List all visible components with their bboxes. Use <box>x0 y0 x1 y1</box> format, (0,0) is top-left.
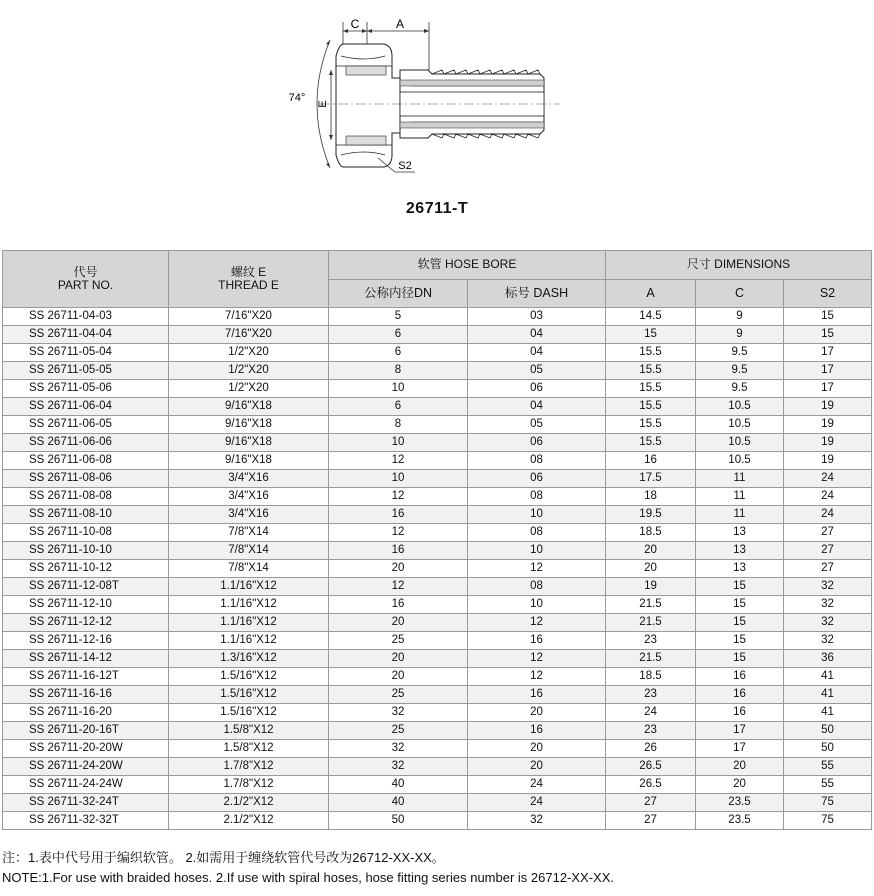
cell-part: SS 26711-05-06 <box>3 380 169 398</box>
table-body <box>3 308 872 830</box>
table-row <box>3 326 872 344</box>
cell-a: 23 <box>606 632 696 650</box>
note-en: NOTE:1.For use with braided hoses. 2.If use with spiral hoses, hose fitting series number is 26712-XX-XX. <box>2 870 615 885</box>
cell-dash: 05 <box>468 416 606 434</box>
cell-part: SS 26711-16-16 <box>3 686 169 704</box>
table-row <box>3 470 872 488</box>
cell-s2: 27 <box>784 560 872 578</box>
cell-a: 18.5 <box>606 524 696 542</box>
cell-s2: 27 <box>784 542 872 560</box>
cell-a: 15.5 <box>606 362 696 380</box>
header-dash: 标号 DASH <box>468 280 606 308</box>
cell-dn: 12 <box>329 488 468 506</box>
cell-thread: 1.1/16"X12 <box>169 614 329 632</box>
header-thread <box>169 251 329 308</box>
cell-dash: 04 <box>468 398 606 416</box>
cell-part: SS 26711-08-10 <box>3 506 169 524</box>
cell-thread: 1.1/16"X12 <box>169 596 329 614</box>
cell-dash: 16 <box>468 722 606 740</box>
cell-a: 27 <box>606 812 696 830</box>
cell-part: SS 26711-05-04 <box>3 344 169 362</box>
cell-dash: 10 <box>468 596 606 614</box>
cell-a: 16 <box>606 452 696 470</box>
cell-dash: 06 <box>468 380 606 398</box>
cell-c: 9.5 <box>696 362 784 380</box>
cell-a: 17.5 <box>606 470 696 488</box>
fitting-technical-drawing <box>0 0 874 190</box>
cell-thread: 1.5/8"X12 <box>169 740 329 758</box>
cell-part: SS 26711-04-03 <box>3 308 169 326</box>
cell-thread: 1/2"X20 <box>169 380 329 398</box>
cell-dash: 05 <box>468 362 606 380</box>
cell-dn: 16 <box>329 542 468 560</box>
cell-thread: 9/16"X18 <box>169 398 329 416</box>
cell-part: SS 26711-06-08 <box>3 452 169 470</box>
cell-s2: 50 <box>784 740 872 758</box>
cell-dash: 12 <box>468 650 606 668</box>
cell-s2: 75 <box>784 794 872 812</box>
cell-dash: 24 <box>468 794 606 812</box>
cell-dash: 08 <box>468 524 606 542</box>
cell-dash: 16 <box>468 632 606 650</box>
cell-a: 21.5 <box>606 614 696 632</box>
cell-thread: 1.1/16"X12 <box>169 578 329 596</box>
cell-thread: 9/16"X18 <box>169 434 329 452</box>
cell-thread: 7/8"X14 <box>169 560 329 578</box>
cell-dn: 25 <box>329 686 468 704</box>
cell-thread: 7/8"X14 <box>169 524 329 542</box>
header-a: A <box>606 280 696 308</box>
cell-c: 9.5 <box>696 380 784 398</box>
cell-dn: 32 <box>329 758 468 776</box>
cell-s2: 41 <box>784 686 872 704</box>
table-row <box>3 542 872 560</box>
table-row <box>3 362 872 380</box>
cell-thread: 1.1/16"X12 <box>169 632 329 650</box>
cell-c: 23.5 <box>696 794 784 812</box>
cell-thread: 1.5/16"X12 <box>169 704 329 722</box>
cell-c: 15 <box>696 650 784 668</box>
cell-thread: 1.7/8"X12 <box>169 758 329 776</box>
cell-dash: 08 <box>468 488 606 506</box>
cell-thread: 9/16"X18 <box>169 452 329 470</box>
cell-dn: 12 <box>329 524 468 542</box>
cell-dash: 06 <box>468 470 606 488</box>
cell-c: 11 <box>696 470 784 488</box>
cell-a: 15.5 <box>606 416 696 434</box>
cell-part: SS 26711-08-08 <box>3 488 169 506</box>
cell-dn: 10 <box>329 380 468 398</box>
cell-c: 10.5 <box>696 452 784 470</box>
cell-part: SS 26711-16-12T <box>3 668 169 686</box>
cell-s2: 24 <box>784 470 872 488</box>
cell-dash: 16 <box>468 686 606 704</box>
cell-s2: 19 <box>784 434 872 452</box>
cell-part: SS 26711-10-08 <box>3 524 169 542</box>
cell-dash: 08 <box>468 452 606 470</box>
cell-dash: 20 <box>468 758 606 776</box>
header-part-no <box>3 251 169 308</box>
angle-label: 74° <box>288 92 306 104</box>
dim-a-label: A <box>395 17 405 31</box>
cell-a: 19.5 <box>606 506 696 524</box>
cell-dn: 5 <box>329 308 468 326</box>
cell-dash: 20 <box>468 740 606 758</box>
cell-dn: 16 <box>329 596 468 614</box>
cell-s2: 32 <box>784 596 872 614</box>
cell-dn: 50 <box>329 812 468 830</box>
cell-a: 18.5 <box>606 668 696 686</box>
cell-s2: 55 <box>784 758 872 776</box>
cell-a: 20 <box>606 560 696 578</box>
cell-part: SS 26711-32-24T <box>3 794 169 812</box>
cell-dn: 10 <box>329 434 468 452</box>
cell-dn: 16 <box>329 506 468 524</box>
table-row <box>3 578 872 596</box>
note-cn: 注：1.表中代号用于编织软管。 2.如需用于缠绕软管代号改为26712-XX-XX。 <box>2 850 445 865</box>
table-row <box>3 524 872 542</box>
table-row <box>3 614 872 632</box>
dim-e-label: E <box>317 100 329 108</box>
cell-s2: 15 <box>784 326 872 344</box>
cell-thread: 3/4"X16 <box>169 506 329 524</box>
cell-part: SS 26711-06-04 <box>3 398 169 416</box>
table-row <box>3 416 872 434</box>
notes <box>2 848 872 888</box>
cell-dn: 8 <box>329 362 468 380</box>
cell-dn: 25 <box>329 722 468 740</box>
cell-part: SS 26711-12-08T <box>3 578 169 596</box>
table-row <box>3 506 872 524</box>
cell-a: 26.5 <box>606 776 696 794</box>
cell-a: 26 <box>606 740 696 758</box>
cell-dn: 10 <box>329 470 468 488</box>
cell-c: 13 <box>696 542 784 560</box>
cell-c: 10.5 <box>696 434 784 452</box>
cell-thread: 1/2"X20 <box>169 362 329 380</box>
header-dimensions: 尺寸 DIMENSIONS <box>606 251 872 280</box>
cell-s2: 24 <box>784 488 872 506</box>
cell-dash: 12 <box>468 560 606 578</box>
cell-c: 16 <box>696 668 784 686</box>
cell-a: 26.5 <box>606 758 696 776</box>
cell-s2: 19 <box>784 398 872 416</box>
cell-s2: 32 <box>784 632 872 650</box>
cell-a: 15.5 <box>606 380 696 398</box>
cell-a: 15.5 <box>606 434 696 452</box>
cell-c: 15 <box>696 632 784 650</box>
table-row <box>3 740 872 758</box>
cell-a: 19 <box>606 578 696 596</box>
cell-dn: 20 <box>329 668 468 686</box>
table-row <box>3 632 872 650</box>
cell-thread: 3/4"X16 <box>169 470 329 488</box>
drawing-title: 26711-T <box>405 200 469 217</box>
cell-dn: 6 <box>329 398 468 416</box>
cell-part: SS 26711-06-06 <box>3 434 169 452</box>
cell-c: 11 <box>696 506 784 524</box>
cell-part: SS 26711-10-12 <box>3 560 169 578</box>
table-row <box>3 668 872 686</box>
cell-a: 23 <box>606 686 696 704</box>
cell-a: 15 <box>606 326 696 344</box>
cell-dash: 04 <box>468 344 606 362</box>
cell-s2: 36 <box>784 650 872 668</box>
cell-a: 21.5 <box>606 650 696 668</box>
table-row <box>3 758 872 776</box>
cell-dn: 12 <box>329 452 468 470</box>
cell-s2: 17 <box>784 380 872 398</box>
cell-part: SS 26711-12-12 <box>3 614 169 632</box>
table-row <box>3 794 872 812</box>
cell-s2: 55 <box>784 776 872 794</box>
cell-s2: 19 <box>784 452 872 470</box>
cell-c: 9.5 <box>696 344 784 362</box>
cell-dash: 12 <box>468 668 606 686</box>
cell-dash: 06 <box>468 434 606 452</box>
cell-a: 18 <box>606 488 696 506</box>
cell-dash: 24 <box>468 776 606 794</box>
cell-c: 9 <box>696 308 784 326</box>
dim-c-label: C <box>350 17 360 31</box>
dim-s2-label: S2 <box>398 160 412 172</box>
cell-thread: 1/2"X20 <box>169 344 329 362</box>
cell-dn: 32 <box>329 740 468 758</box>
cell-c: 17 <box>696 740 784 758</box>
cell-thread: 7/8"X14 <box>169 542 329 560</box>
cell-s2: 75 <box>784 812 872 830</box>
cell-thread: 1.5/8"X12 <box>169 722 329 740</box>
cell-dash: 04 <box>468 326 606 344</box>
cell-a: 15.5 <box>606 398 696 416</box>
cell-dn: 32 <box>329 704 468 722</box>
cell-a: 23 <box>606 722 696 740</box>
cell-s2: 32 <box>784 614 872 632</box>
header-s2: S2 <box>784 280 872 308</box>
table-row <box>3 488 872 506</box>
table-row <box>3 308 872 326</box>
table-row <box>3 650 872 668</box>
cell-part: SS 26711-24-20W <box>3 758 169 776</box>
cell-dn: 25 <box>329 632 468 650</box>
header-dn: 公称内径DN <box>329 280 468 308</box>
cell-thread: 1.7/8"X12 <box>169 776 329 794</box>
cell-c: 15 <box>696 596 784 614</box>
cell-c: 11 <box>696 488 784 506</box>
cell-dn: 20 <box>329 650 468 668</box>
cell-part: SS 26711-16-20 <box>3 704 169 722</box>
header-part-cn: 代号 <box>73 264 98 279</box>
cell-c: 15 <box>696 614 784 632</box>
cell-part: SS 26711-14-12 <box>3 650 169 668</box>
cell-c: 13 <box>696 524 784 542</box>
cell-dash: 03 <box>468 308 606 326</box>
cell-dn: 6 <box>329 344 468 362</box>
cell-part: SS 26711-04-04 <box>3 326 169 344</box>
cell-c: 17 <box>696 722 784 740</box>
cell-thread: 1.5/16"X12 <box>169 686 329 704</box>
cell-c: 10.5 <box>696 416 784 434</box>
header-thread-en: THREAD E <box>218 278 279 292</box>
cell-s2: 15 <box>784 308 872 326</box>
cell-dash: 12 <box>468 614 606 632</box>
cell-s2: 27 <box>784 524 872 542</box>
table-row <box>3 776 872 794</box>
cell-dash: 20 <box>468 704 606 722</box>
cell-dash: 10 <box>468 506 606 524</box>
cell-thread: 7/16"X20 <box>169 308 329 326</box>
cell-c: 10.5 <box>696 398 784 416</box>
cell-c: 16 <box>696 704 784 722</box>
cell-dash: 10 <box>468 542 606 560</box>
cell-part: SS 26711-20-16T <box>3 722 169 740</box>
cell-a: 24 <box>606 704 696 722</box>
cell-a: 27 <box>606 794 696 812</box>
cell-part: SS 26711-12-10 <box>3 596 169 614</box>
cell-dn: 40 <box>329 776 468 794</box>
cell-thread: 3/4"X16 <box>169 488 329 506</box>
header-c: C <box>696 280 784 308</box>
header-thread-cn: 螺纹 E <box>230 264 267 279</box>
cell-s2: 19 <box>784 416 872 434</box>
table-row <box>3 380 872 398</box>
table-row <box>3 812 872 830</box>
cell-thread: 1.3/16"X12 <box>169 650 329 668</box>
cell-dn: 6 <box>329 326 468 344</box>
cell-c: 15 <box>696 578 784 596</box>
cell-s2: 17 <box>784 362 872 380</box>
cell-c: 13 <box>696 560 784 578</box>
table-row <box>3 344 872 362</box>
cell-s2: 41 <box>784 668 872 686</box>
cell-dn: 40 <box>329 794 468 812</box>
cell-s2: 50 <box>784 722 872 740</box>
cell-c: 20 <box>696 758 784 776</box>
cell-a: 15.5 <box>606 344 696 362</box>
cell-part: SS 26711-20-20W <box>3 740 169 758</box>
table-row <box>3 704 872 722</box>
cell-thread: 9/16"X18 <box>169 416 329 434</box>
cell-c: 20 <box>696 776 784 794</box>
cell-s2: 32 <box>784 578 872 596</box>
cell-dn: 20 <box>329 560 468 578</box>
cell-thread: 2.1/2"X12 <box>169 794 329 812</box>
table-row <box>3 560 872 578</box>
cell-thread: 1.5/16"X12 <box>169 668 329 686</box>
table-row <box>3 596 872 614</box>
cell-dash: 08 <box>468 578 606 596</box>
table-row <box>3 452 872 470</box>
cell-c: 9 <box>696 326 784 344</box>
cell-thread: 2.1/2"X12 <box>169 812 329 830</box>
cell-thread: 7/16"X20 <box>169 326 329 344</box>
cell-dash: 32 <box>468 812 606 830</box>
dimensions-table <box>2 250 872 830</box>
table-row <box>3 686 872 704</box>
cell-part: SS 26711-24-24W <box>3 776 169 794</box>
cell-s2: 24 <box>784 506 872 524</box>
cell-part: SS 26711-10-10 <box>3 542 169 560</box>
cell-part: SS 26711-12-16 <box>3 632 169 650</box>
table-row <box>3 722 872 740</box>
cell-a: 21.5 <box>606 596 696 614</box>
cell-c: 23.5 <box>696 812 784 830</box>
table-row <box>3 398 872 416</box>
header-part-en: PART NO. <box>57 278 114 292</box>
cell-part: SS 26711-08-06 <box>3 470 169 488</box>
cell-dn: 20 <box>329 614 468 632</box>
cell-a: 20 <box>606 542 696 560</box>
cell-part: SS 26711-32-32T <box>3 812 169 830</box>
cell-s2: 41 <box>784 704 872 722</box>
table-row <box>3 434 872 452</box>
cell-part: SS 26711-06-05 <box>3 416 169 434</box>
cell-part: SS 26711-05-05 <box>3 362 169 380</box>
cell-s2: 17 <box>784 344 872 362</box>
header-hose-bore: 软管 HOSE BORE <box>329 251 606 280</box>
cell-dn: 8 <box>329 416 468 434</box>
cell-dn: 12 <box>329 578 468 596</box>
hex-nut-shape <box>336 44 400 167</box>
cell-c: 16 <box>696 686 784 704</box>
cell-a: 14.5 <box>606 308 696 326</box>
